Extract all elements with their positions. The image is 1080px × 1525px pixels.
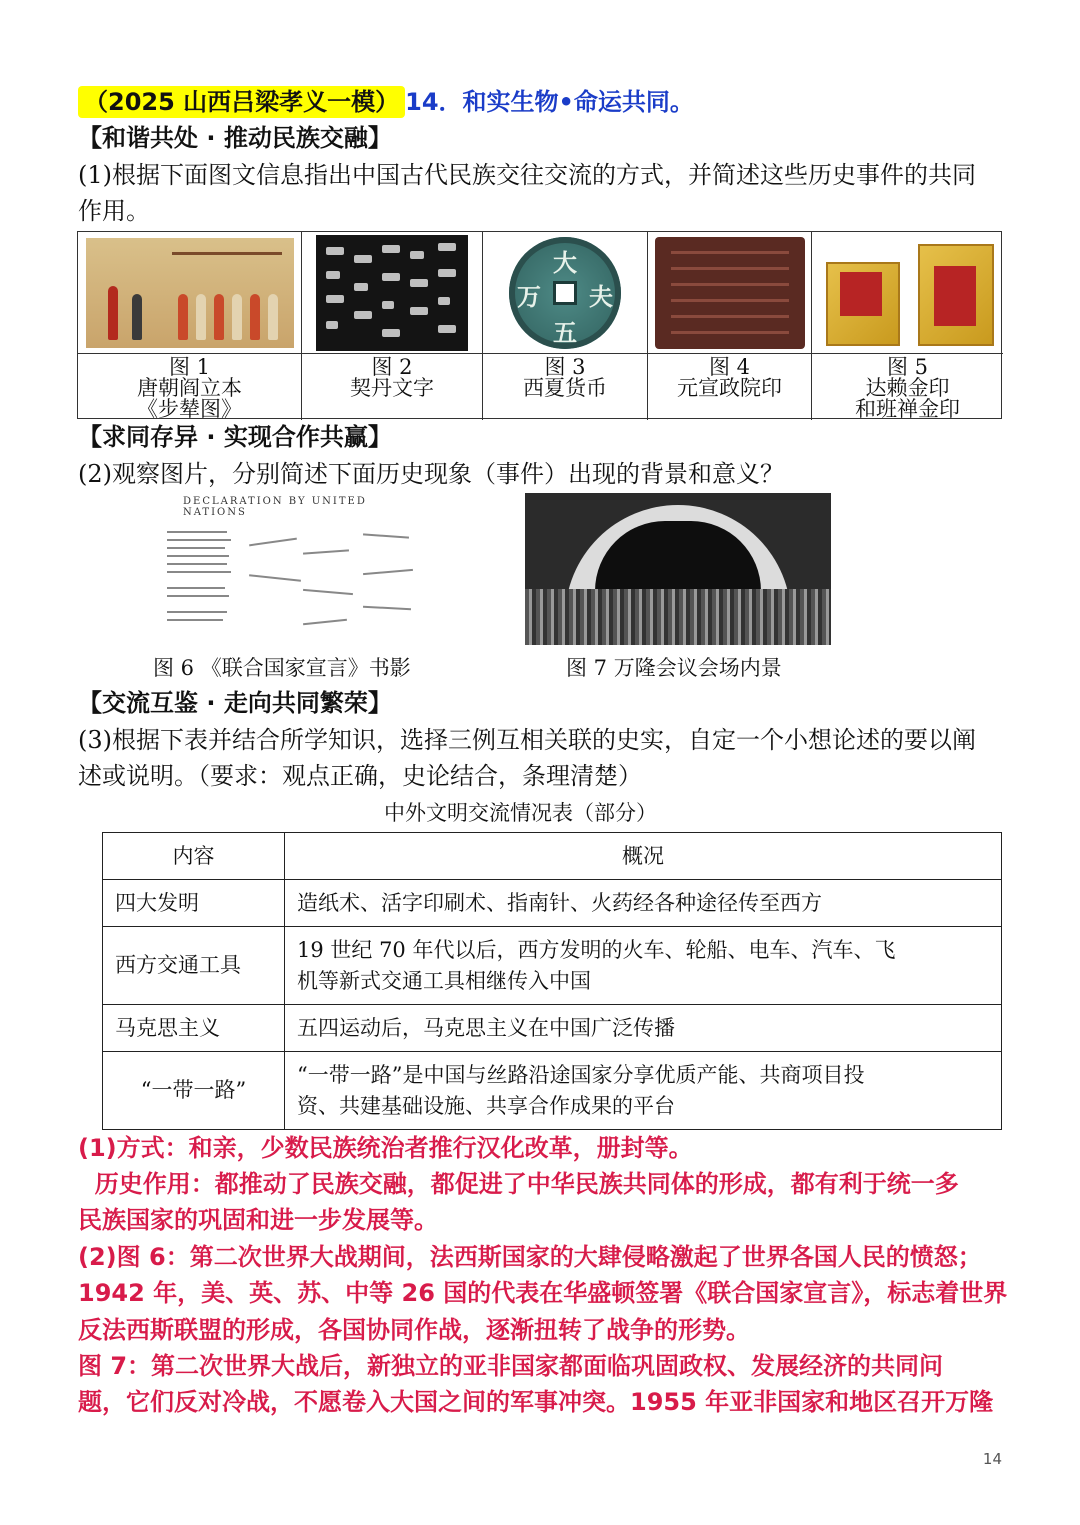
figure-7-caption: 图 7 万隆会议会场内景 bbox=[566, 656, 782, 680]
table-row bbox=[103, 1052, 1002, 1130]
figure-1-caption: 图 1 唐朝阎立本 《步辇图》 bbox=[78, 354, 302, 420]
table-cell-value: 五四运动后，马克思主义在中国广泛传播 bbox=[285, 1005, 1002, 1052]
coin-icon: 大 夫 五 万 bbox=[509, 237, 621, 349]
table-cell-value: “一带一路”是中国与丝路沿途国家分享优质产能、共商项目投 资、共建基础设施、共享合作成果的平台 bbox=[285, 1052, 1002, 1130]
figure-1-image bbox=[78, 232, 302, 354]
figure-4-caption: 图 4 元宣政院印 bbox=[648, 354, 812, 420]
seal-icon bbox=[655, 237, 805, 349]
source-tag: （2025 山西吕梁孝义一模） bbox=[78, 86, 405, 118]
table-cell-value: 19 世纪 70 年代以后，西方发明的火车、轮船、电车、汽车、飞 机等新式交通工具相继传入中国 bbox=[285, 927, 1002, 1005]
answer-line: 1942 年，美、英、苏、中等 26 国的代表在华盛顿签署《联合国家宣言》，标志着世界 bbox=[78, 1279, 1008, 1307]
answer-line: 题，它们反对冷战，不愿卷入大国之间的军事冲突。1955 年亚非国家和地区召开万隆 bbox=[78, 1388, 994, 1416]
figure-grid bbox=[77, 231, 1002, 419]
gold-seal-icon bbox=[822, 238, 994, 348]
table-header-cell: 内容 bbox=[103, 833, 285, 880]
section2-heading: 【求同存异 · 实现合作共赢】 bbox=[78, 423, 392, 451]
question-title: 14．和实生物•命运共同。 bbox=[405, 88, 694, 116]
page-number: 14 bbox=[982, 1450, 1002, 1468]
section1-heading: 【和谐共处 · 推动民族交融】 bbox=[78, 124, 392, 152]
exchange-table bbox=[102, 832, 1002, 1130]
figure-2-image bbox=[302, 232, 483, 354]
q3-line1: (3)根据下表并结合所学知识，选择三例互相关联的史实，自定一个小想论述的要以阐 bbox=[78, 726, 976, 754]
section3-heading: 【交流互鉴 · 走向共同繁荣】 bbox=[78, 689, 392, 717]
figure-5-image bbox=[812, 232, 1003, 354]
q1-line1: (1)根据下面图文信息指出中国古代民族交往交流的方式，并简述这些历史事件的共同 bbox=[78, 161, 976, 189]
figure-2-caption: 图 2 契丹文字 bbox=[302, 354, 483, 420]
table-cell-key: “一带一路” bbox=[103, 1052, 285, 1130]
table-cell-key: 马克思主义 bbox=[103, 1005, 285, 1052]
figure-4-image bbox=[648, 232, 812, 354]
table-title: 中外文明交流情况表（部分） bbox=[384, 801, 657, 825]
table-row bbox=[103, 880, 1002, 927]
q2-text: (2)观察图片，分别简述下面历史现象（事件）出现的背景和意义？ bbox=[78, 460, 784, 488]
question-header bbox=[78, 84, 694, 120]
answer-line: 图 7：第二次世界大战后，新独立的亚非国家都面临巩固政权、发展经济的共同问 bbox=[78, 1352, 944, 1380]
table-header-row bbox=[103, 833, 1002, 880]
figure-7-image bbox=[525, 493, 831, 645]
figure-3-caption: 图 3 西夏货币 bbox=[483, 354, 648, 420]
figure-5-caption: 图 5 达赖金印 和班禅金印 bbox=[855, 355, 960, 421]
table-header-cell: 概况 bbox=[285, 833, 1002, 880]
q1-line2: 作用。 bbox=[78, 197, 150, 225]
answer-line: 反法西斯联盟的形成，各国协同作战，逐渐扭转了战争的形势。 bbox=[78, 1316, 750, 1344]
answer-line: 历史作用：都推动了民族交融，都促进了中华民族共同体的形成，都有利于统一多 bbox=[78, 1170, 959, 1198]
figure-3-image bbox=[483, 232, 648, 354]
figure-6-image: DECLARATION BY UNITED NATIONS bbox=[153, 491, 433, 643]
table-row bbox=[103, 927, 1002, 1005]
answer-line: 民族国家的巩固和进一步发展等。 bbox=[78, 1206, 438, 1234]
table-cell-value: 造纸术、活字印刷术、指南针、火药经各种途径传至西方 bbox=[285, 880, 1002, 927]
table-cell-key: 西方交通工具 bbox=[103, 927, 285, 1005]
table-row bbox=[103, 1005, 1002, 1052]
table-cell-key: 四大发明 bbox=[103, 880, 285, 927]
answer-line: (2)图 6：第二次世界大战期间，法西斯国家的大肆侵略激起了世界各国人民的愤怒； bbox=[78, 1243, 982, 1271]
answer-line: (1)方式：和亲，少数民族统治者推行汉化改革，册封等。 bbox=[78, 1134, 693, 1162]
figure-6-caption: 图 6 《联合国家宣言》书影 bbox=[153, 656, 411, 680]
q3-line2: 述或说明。（要求：观点正确，史论结合，条理清楚） bbox=[78, 762, 642, 790]
